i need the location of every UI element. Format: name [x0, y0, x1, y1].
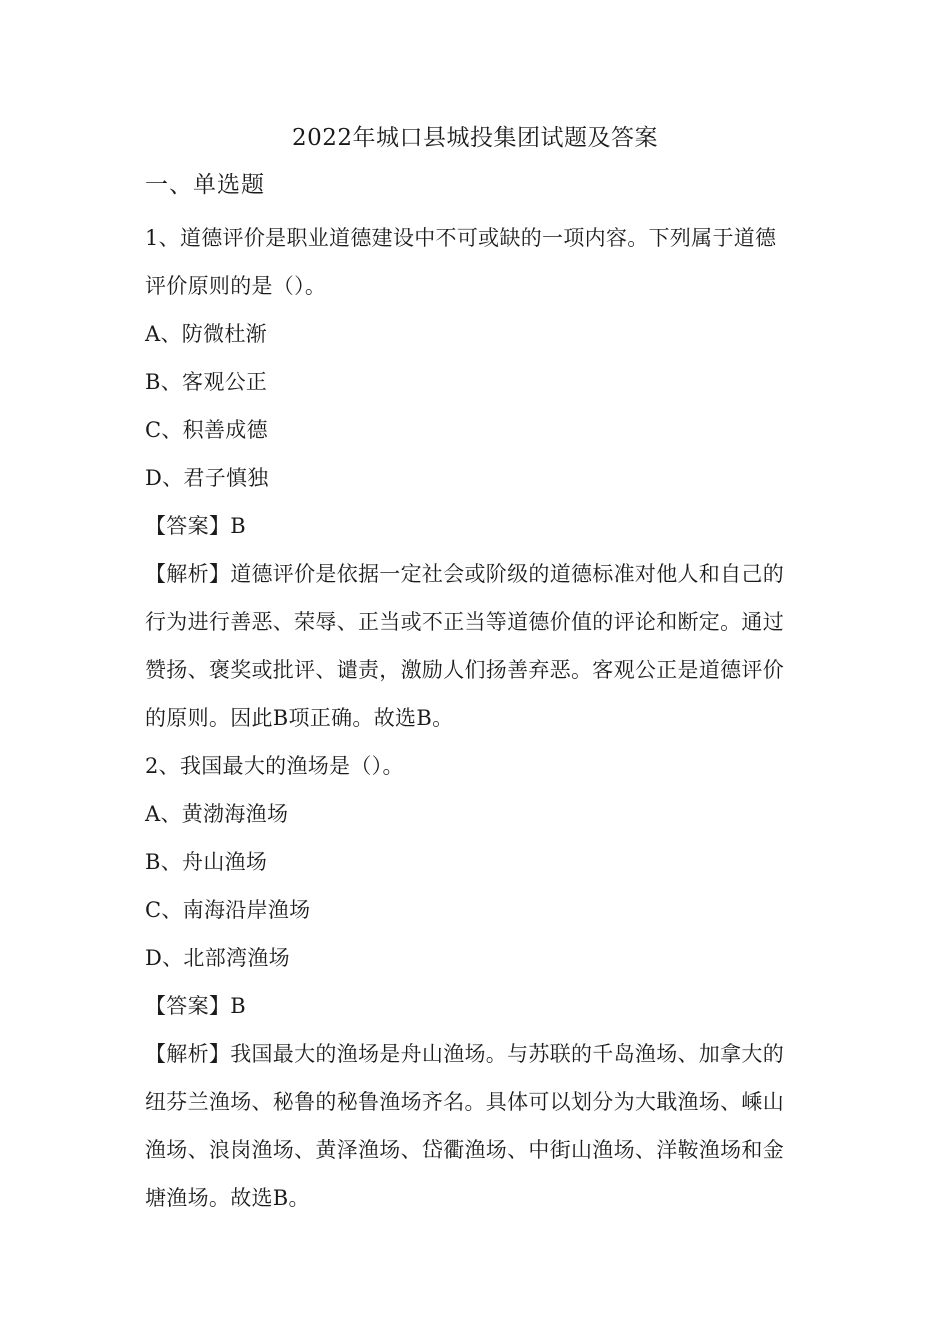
question-1-option-c: C、积善成德 — [145, 418, 268, 442]
question-1-stem-line-2: 评价原则的是（）。 — [145, 274, 327, 298]
question-2-option-b: B、舟山渔场 — [145, 850, 268, 874]
question-1-analysis-line-3: 赞扬、褒奖或批评、谴责，激励人们扬善弃恶。客观公正是道德评价 — [145, 658, 784, 682]
question-2-analysis-line-4: 塘渔场。故选B。 — [145, 1186, 310, 1210]
question-1-option-d: D、君子慎独 — [145, 466, 269, 490]
question-2-analysis-line-2: 纽芬兰渔场、秘鲁的秘鲁渔场齐名。具体可以划分为大戢渔场、嵊山 — [145, 1090, 784, 1114]
questions-content — [145, 214, 810, 1222]
document-title: 2022年城口县城投集团试题及答案 — [291, 125, 659, 151]
question-2-option-d: D、北部湾渔场 — [145, 946, 290, 970]
question-2-answer: 【答案】B — [145, 994, 246, 1018]
question-1-option-b: B、客观公正 — [145, 370, 268, 394]
question-1-answer: 【答案】B — [145, 514, 246, 538]
question-1-analysis-line-1: 【解析】道德评价是依据一定社会或阶级的道德标准对他人和自己的 — [145, 562, 784, 586]
question-1-stem-line-1: 1、道德评价是职业道德建设中不可或缺的一项内容。下列属于道德 — [145, 226, 777, 250]
question-2-option-c: C、南海沿岸渔场 — [145, 898, 311, 922]
question-1-analysis-line-4: 的原则。因此B项正确。故选B。 — [145, 706, 454, 730]
question-2-analysis-line-1: 【解析】我国最大的渔场是舟山渔场。与苏联的千岛渔场、加拿大的 — [145, 1042, 784, 1066]
question-2-option-a: A、黄渤海渔场 — [145, 802, 289, 826]
question-1-analysis-line-2: 行为进行善恶、荣辱、正当或不正当等道德价值的评论和断定。通过 — [145, 610, 784, 634]
section-heading: 一、单选题 — [145, 172, 265, 198]
question-2-analysis-line-3: 渔场、浪岗渔场、黄泽渔场、岱衢渔场、中街山渔场、洋鞍渔场和金 — [145, 1138, 784, 1162]
question-1-option-a: A、防微杜渐 — [145, 322, 267, 346]
question-2-stem-line-1: 2、我国最大的渔场是（）。 — [145, 754, 404, 778]
